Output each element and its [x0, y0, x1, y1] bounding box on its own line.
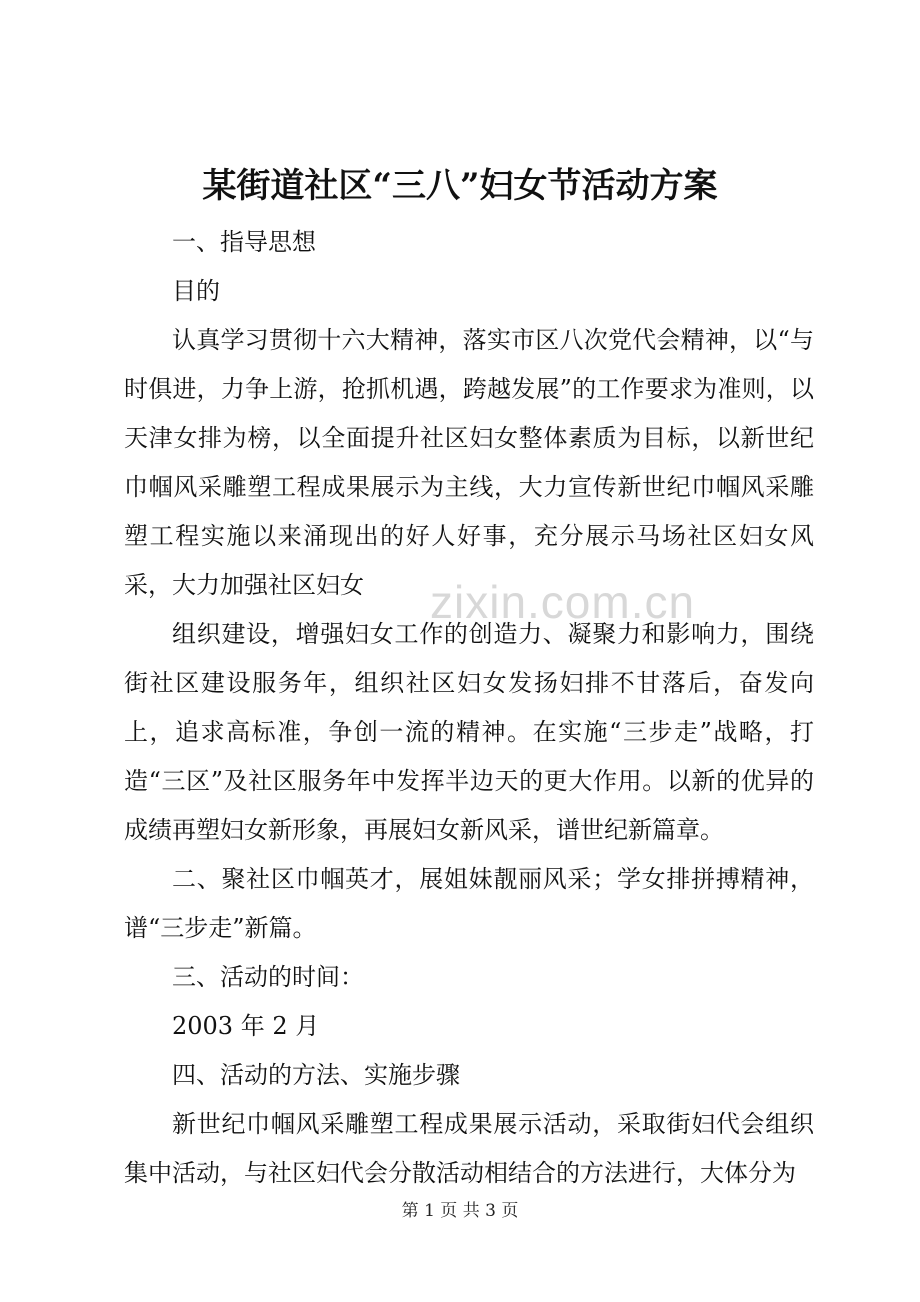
document-title: 某街道社区“三八”妇女节活动方案 [202, 166, 718, 206]
section-heading-guiding-ideology: 一、指导思想 [172, 228, 316, 256]
paragraph-methods-body: 新世纪巾帼风采雕塑工程成果展示活动，采取街妇代会组织集中活动，与社区妇代会分散活动相结合的方法进行，大体分为 [124, 1110, 814, 1187]
section-heading-theme: 二、聚社区巾帼英才，展姐妹靓丽风采；学女排拼搏精神，谱“三步走”新篇。 [124, 865, 814, 942]
paragraph-organization: 组织建设，增强妇女工作的创造力、凝聚力和影响力，围绕街社区建设服务年，组织社区妇女发扬妇排不甘落后，奋发向上，追求高标准，争创一流的精神。在实施“三步走”战略，打造“三区”及社区服务年中发挥半边天的更大作用。以新的优异的成绩再塑妇女新形象，再展妇女新风采，谱世纪新篇章。 [124, 620, 814, 844]
subheading-purpose: 目的 [172, 277, 220, 305]
section-heading-time: 三、活动的时间： [172, 963, 364, 991]
document-body [124, 218, 814, 1198]
section-heading-methods: 四、活动的方法、实施步骤 [172, 1061, 460, 1089]
paragraph-purpose-body: 认真学习贯彻十六大精神，落实市区八次党代会精神，以“与时俱进，力争上游，抢抓机遇，跨越发展”的工作要求为准则，以天津女排为榜，以全面提升社区妇女整体素质为目标，以新世纪巾帼风采雕塑工程成果展示为主线，大力宣传新世纪巾帼风采雕塑工程实施以来涌现出的好人好事，充分展示马场社区妇女风采，大力加强社区妇女 [124, 326, 814, 599]
activity-date: 2003 年 2 月 [172, 1012, 320, 1040]
watermark: zixin.com.cn [430, 576, 696, 628]
page-footer: 第 1 页 共 3 页 [401, 1201, 519, 1221]
